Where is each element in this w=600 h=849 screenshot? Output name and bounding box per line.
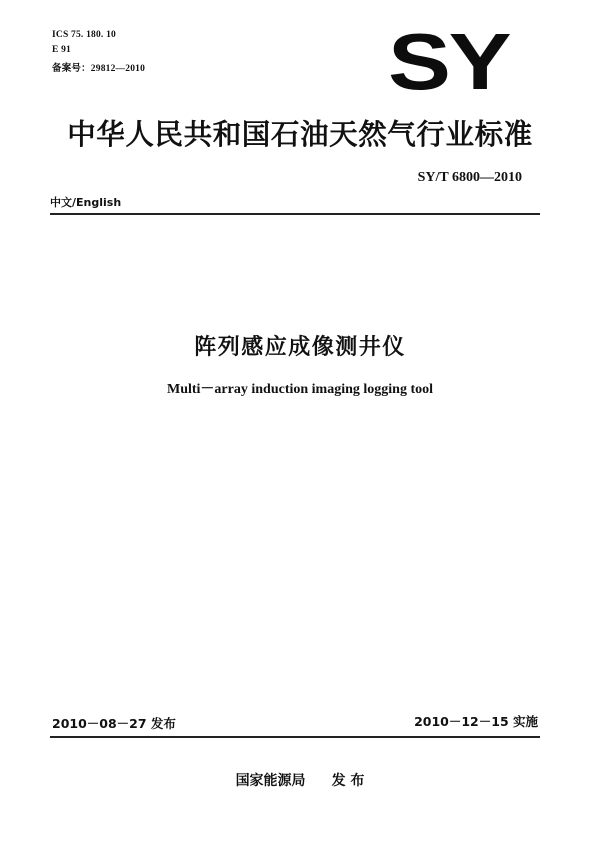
bottom-divider <box>50 736 540 738</box>
issuer <box>0 770 600 790</box>
ics-code: ICS 75. 180. 10 <box>52 30 116 40</box>
issuer-name: 国家能源局 <box>235 773 306 789</box>
document-title-english: Multi－array induction imaging logging tool <box>166 382 433 397</box>
issuer-action: 发 布 <box>331 773 365 789</box>
document-title-chinese: 阵列感应成像测井仪 <box>194 335 406 360</box>
top-divider <box>50 213 540 215</box>
standard-number: SY/T 6800—2010 <box>417 170 522 185</box>
sy-logo: SY <box>388 17 510 106</box>
language-label: 中文/English <box>50 196 122 209</box>
filing-number: 备案号：29812—2010 <box>52 64 146 74</box>
standard-title: 中华人民共和国石油天然气行业标准 <box>67 118 533 151</box>
ccs-code: E 91 <box>52 45 72 55</box>
implementation-date: 2010－12－15 实施 <box>414 714 538 729</box>
issue-date: 2010－08－27 发布 <box>52 716 176 731</box>
